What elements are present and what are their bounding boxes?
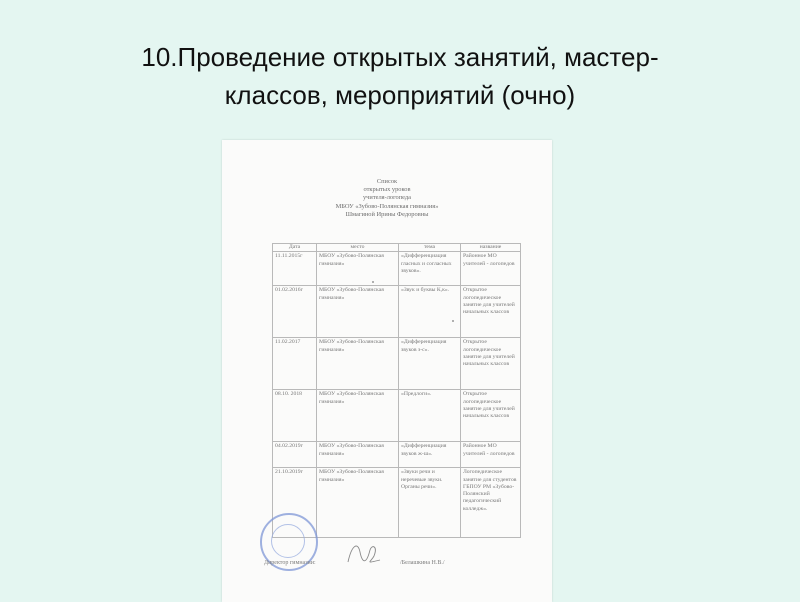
cell-date: 11.11.2015г <box>273 252 317 286</box>
cell-topic: «Звуки речи и неречевые звуки. Органы речи». <box>399 468 461 538</box>
cell-name: Открытое логопедическое занятие для учителей начальных классов <box>461 338 521 390</box>
cell-topic: «Дифференциация звуков з-с». <box>399 338 461 390</box>
cell-topic: «Дифференциация гласных и согласных звуков». <box>399 252 461 286</box>
document-header <box>242 178 532 219</box>
cell-place: МБОУ «Зубово-Полянская гимназия» <box>317 442 399 468</box>
header-line: Шмагиной Ирины Федоровны <box>345 210 429 218</box>
column-header: место <box>317 244 399 252</box>
cell-name: Логопедическое занятие для студентов ГБПОУ РМ «Зубово-Полянский педагогический колледж». <box>461 468 521 538</box>
table-row <box>273 338 521 390</box>
cell-topic: «Предлоги». <box>399 390 461 442</box>
signature-scribble <box>344 538 384 570</box>
header-line: Список <box>376 178 398 185</box>
cell-topic: «Дифференциация звуков ж-ш». <box>399 442 461 468</box>
column-header: Дата <box>273 244 317 252</box>
signature-name: /Белашкина Н.В./ <box>400 560 445 566</box>
cell-name: Районное МО учителей - логопедов <box>461 252 521 286</box>
lessons-table <box>272 243 521 538</box>
cell-date: 11.02.2017 <box>273 338 317 390</box>
scan-speck <box>452 320 454 322</box>
cell-place: МБОУ «Зубово-Полянская гимназия» <box>317 252 399 286</box>
cell-place: МБОУ «Зубово-Полянская гимназия» <box>317 390 399 442</box>
table-row <box>273 252 521 286</box>
slide-title <box>40 38 760 114</box>
signature-caption: Директор гимназии: <box>264 560 316 566</box>
header-line: МБОУ «Зубово-Полянская гимназия» <box>335 202 439 210</box>
column-header: тема <box>399 244 461 252</box>
cell-place: МБОУ «Зубово-Полянская гимназия» <box>317 468 399 538</box>
slide-title-line-1: 10.Проведение открытых занятий, мастер- <box>141 42 659 72</box>
header-line: открытых уроков <box>363 186 411 194</box>
table-row <box>273 390 521 442</box>
table-header-row <box>273 244 521 252</box>
cell-place: МБОУ «Зубово-Полянская гимназия» <box>317 286 399 338</box>
cell-date: 08.10. 2018 <box>273 390 317 442</box>
cell-date: 04.02.2019г <box>273 442 317 468</box>
cell-name: Районное МО учителей - логопедов <box>461 442 521 468</box>
cell-date: 21.10.2019г <box>273 468 317 538</box>
cell-place: МБОУ «Зубово-Полянская гимназия» <box>317 338 399 390</box>
cell-name: Открытое логопедическое занятие для учителей начальных классов <box>461 286 521 338</box>
header-line: учителя-логопеда <box>362 194 412 202</box>
scanned-document <box>222 140 552 602</box>
table-row <box>273 286 521 338</box>
slide-title-line-2: классов, мероприятий (очно) <box>224 80 576 110</box>
cell-date: 01.02.2016г <box>273 286 317 338</box>
table-row <box>273 442 521 468</box>
column-header: название <box>461 244 521 252</box>
cell-topic: «Звук и буквы К,к». <box>399 286 461 338</box>
scan-speck <box>372 281 374 283</box>
cell-name: Открытое логопедическое занятие для учителей начальных классов <box>461 390 521 442</box>
